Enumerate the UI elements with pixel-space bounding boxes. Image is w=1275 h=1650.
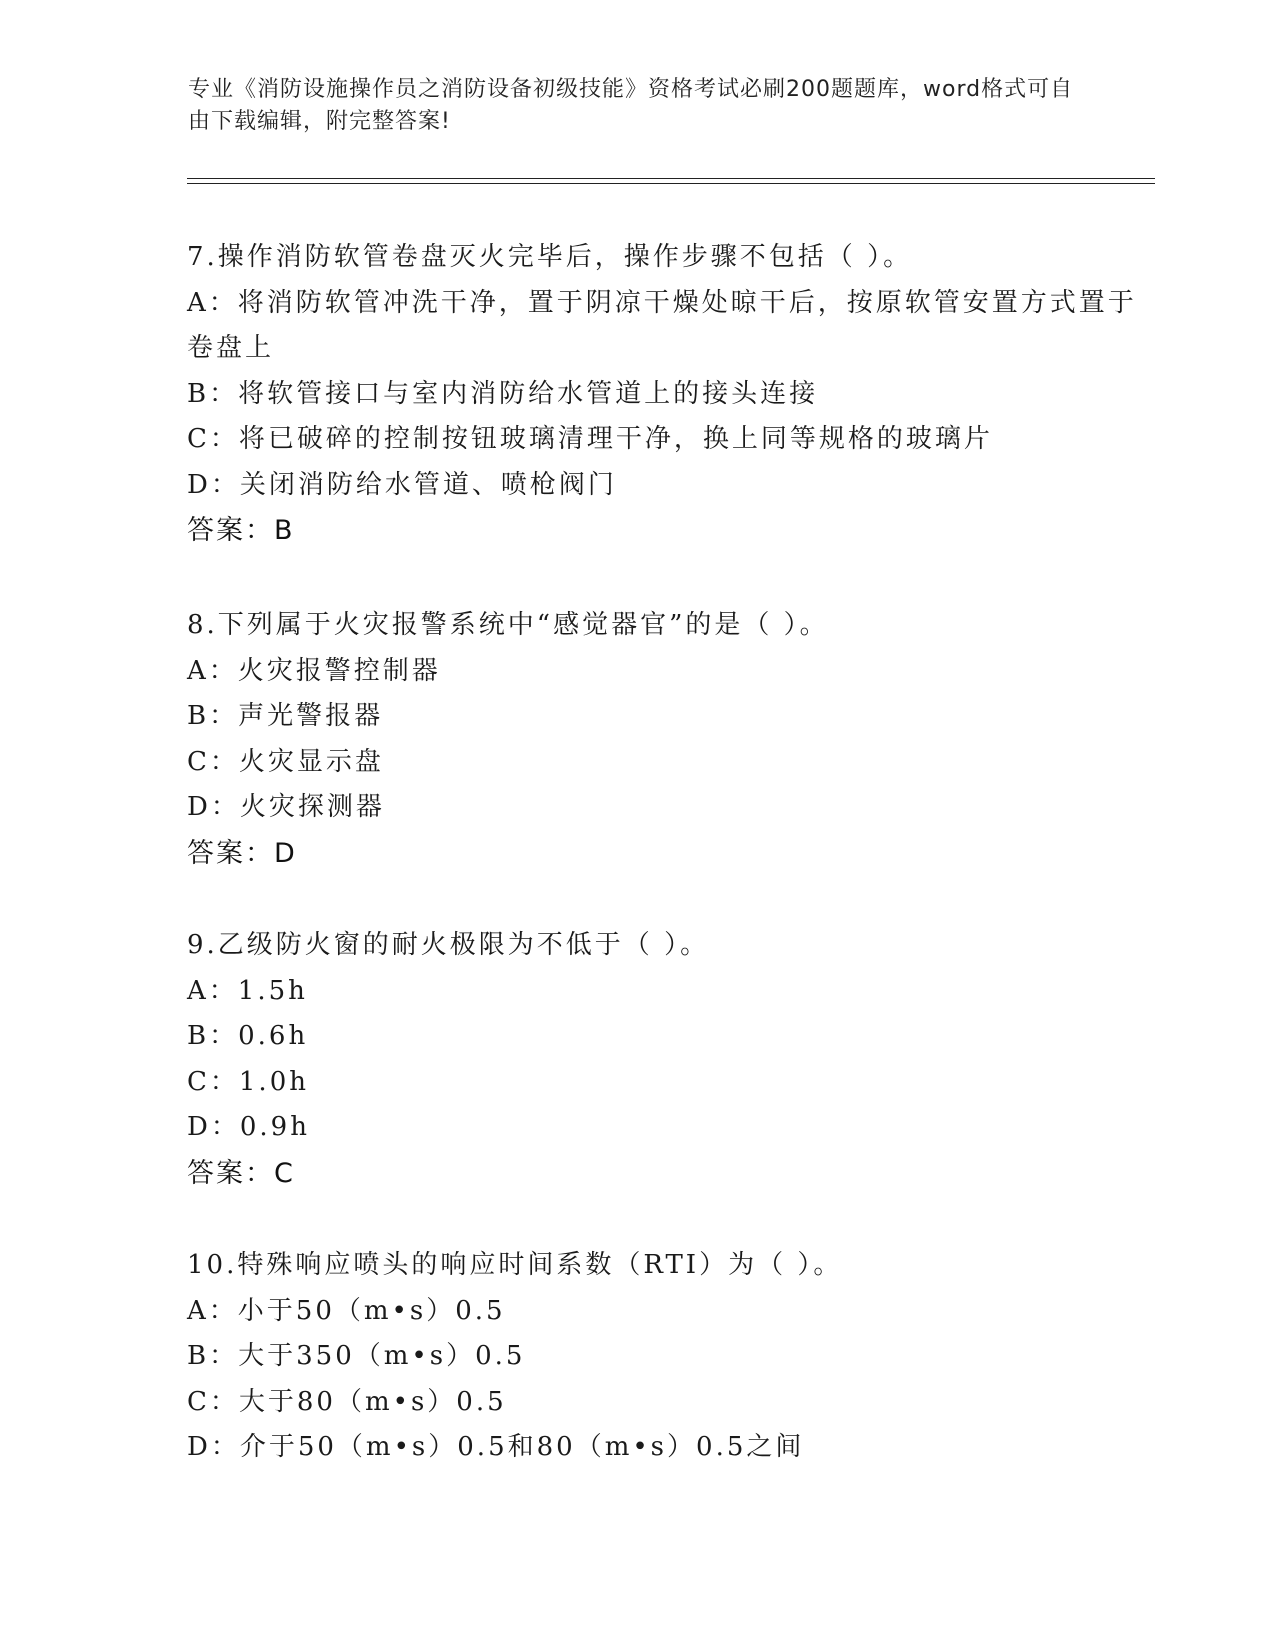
answer-label: 答案：C <box>187 1157 295 1189</box>
option-b: B：声光警报器 <box>187 701 384 731</box>
option-b: B：将软管接口与室内消防给水管道上的接头连接 <box>187 378 819 409</box>
option-c: C：大于80（m•s）0.5 <box>187 1386 507 1417</box>
document-header: 专业《消防设施操作员之消防设备初级技能》资格考试必刷200题题库，word格式可自由下载编辑，附完整答案! <box>188 77 1074 134</box>
question-stem: 10.特殊响应喷头的响应时间系数（RTI）为（ ）。 <box>187 1250 843 1280</box>
option-d: D：0.9h <box>187 1112 310 1142</box>
option-c: C：1.0h <box>187 1066 309 1097</box>
option-a: A：火灾报警控制器 <box>187 655 441 686</box>
option-a: A：小于50（m•s）0.5 <box>187 1295 506 1326</box>
question-10 <box>187 1243 1147 1471</box>
header-rule-top <box>187 178 1155 179</box>
option-a: A：1.5h <box>187 975 308 1006</box>
option-d: D：关闭消防给水管道、喷枪阀门 <box>187 469 617 500</box>
answer-label: 答案：D <box>187 837 297 869</box>
question-7 <box>187 235 1147 554</box>
question-8 <box>187 603 1147 876</box>
option-c: C：火灾显示盘 <box>187 746 384 777</box>
option-b: B：0.6h <box>187 1021 309 1051</box>
question-9 <box>187 923 1147 1196</box>
question-stem: 9.乙级防火窗的耐火极限为不低于（ ）。 <box>187 930 710 960</box>
option-d: D：介于50（m•s）0.5和80（m•s）0.5之间 <box>187 1432 805 1462</box>
question-stem: 7.操作消防软管卷盘灭火完毕后，操作步骤不包括（ ）。 <box>187 242 913 272</box>
option-c: C：将已破碎的控制按钮玻璃清理干净，换上同等规格的玻璃片 <box>187 424 993 454</box>
answer-label: 答案：B <box>187 515 295 546</box>
option-d: D：火灾探测器 <box>187 792 385 822</box>
option-b: B：大于350（m•s）0.5 <box>187 1341 526 1371</box>
question-stem: 8.下列属于火灾报警系统中“感觉器官”的是（ ）。 <box>187 610 829 640</box>
option-a: A：将消防软管冲洗干净，置于阴凉干燥处晾干后，按原软管安置方式置于卷盘上 <box>187 287 1137 363</box>
header-rule-bottom <box>187 183 1155 184</box>
